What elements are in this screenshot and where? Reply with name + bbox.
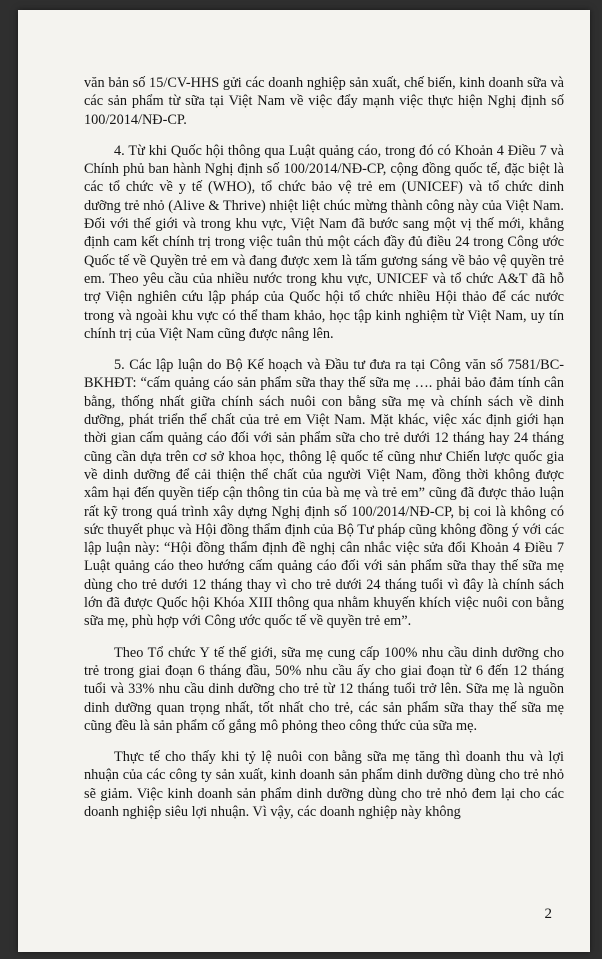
paragraph-4: 4. Từ khi Quốc hội thông qua Luật quảng cáo, trong đó có Khoản 4 Điều 7 và Chính phủ ban hành Nghị định số 100/2014/NĐ-CP, cộng đồng quốc tế, đặc biệt là các tổ chức về y tế (WHO), tổ chức bảo vệ trẻ em (UNICEF) và tổ chức dinh dưỡng trẻ nhỏ (Alive & Thrive) nhiệt liệt chúc mừng thành công này của Việt Nam. Đối với thế giới và trong khu vực, Việt Nam đã bước sang một vị thế mới, khẳng định cam kết chính trị trong việc tuân thủ một cách đầy đủ điều 24 trong Công ước Quốc tế về Quyền trẻ em và đang được xem là tấm gương sáng về bảo vệ quyền trẻ em. Theo yêu cầu của nhiều nước trong khu vực, UNICEF và tổ chức A&T đã hỗ trợ Viện nghiên cứu lập pháp của Quốc hội tổ chức nhiều Hội thảo để các nước trong và ngoài khu vực có thể tham khảo, học tập kinh nghiệm từ Việt Nam, uy tín chính trị của Việt Nam cũng được nâng lên.: [84, 142, 564, 342]
paragraph-continuation: văn bản số 15/CV-HHS gửi các doanh nghiệp sản xuất, chế biến, kinh doanh sữa và các sản phẩm từ sữa tại Việt Nam về việc đẩy mạnh việc thực hiện Nghị định số 100/2014/NĐ-CP.: [84, 75, 564, 128]
paragraph-who: Theo Tổ chức Y tế thế giới, sữa mẹ cung cấp 100% nhu cầu dinh dưỡng cho trẻ trong giai đoạn 6 tháng đầu, 50% nhu cầu ấy cho giai đoạn từ 6 đến 12 tháng tuổi và 33% nhu cầu dinh dưỡng cho trẻ từ 12 tháng tuổi trở lên. Sữa mẹ là nguồn dinh dưỡng quan trọng nhất, tốt nhất cho trẻ, các sản phẩm sữa thay thế sữa mẹ cũng đều là sản phẩm cố gắng mô phỏng theo công thức của sữa mẹ.: [84, 644, 564, 734]
page-number: 2: [544, 906, 552, 922]
document-body: [84, 74, 564, 834]
paragraph-5: 5. Các lập luận do Bộ Kế hoạch và Đầu tư đưa ra tại Công văn số 7581/BC-BKHĐT: “cấm quảng cáo sản phẩm sữa thay thế sữa mẹ …. phải bảo đảm tính cân bằng, thống nhất giữa chính sách nuôi con bằng sữa mẹ và chính sách về dinh dưỡng, phát triển thể chất của trẻ em Việt Nam. Mặt khác, việc xác định giới hạn thời gian cấm quảng cáo đối với sản phẩm sữa cho trẻ dưới 12 tháng hay 24 tháng cũng cần dựa trên cơ sở khoa học, thông lệ quốc tế cũng như Chiến lược quốc gia về dinh dưỡng để cải thiện thể chất của người Việt Nam, đồng thời không được xâm hại đến quyền tiếp cận thông tin của bà mẹ và trẻ em” cũng đã được thảo luận rất kỹ trong quá trình xây dựng Nghị định số 100/2014/NĐ-CP, bị coi là không có sức thuyết phục và Hội đồng thẩm định của Bộ Tư pháp cũng không đồng ý với các lập luận này: “Hội đồng thẩm định đề nghị cân nhắc việc sửa đổi Khoản 4 Điều 7 Luật quảng cáo theo hướng cấm quảng cáo đối với sản phẩm sữa thay thế sữa mẹ dùng cho trẻ dưới 12 tháng thay vì cho trẻ dưới 24 tháng tuổi vì đây là chính sách lớn đã được Quốc hội Khóa XIII thông qua nhằm khuyến khích việc nuôi con bằng sữa mẹ, phù hợp với Công ước quốc tế về quyền trẻ em”.: [84, 357, 564, 630]
paragraph-reality: Thực tế cho thấy khi tỷ lệ nuôi con bằng sữa mẹ tăng thì doanh thu và lợi nhuận của các công ty sản xuất, kinh doanh sản phẩm dinh dưỡng dùng cho trẻ nhỏ sẽ giảm. Việc kinh doanh sản phẩm dinh dưỡng dùng cho trẻ nhỏ đem lại cho các doanh nghiệp siêu lợi nhuận. Vì vậy, các doanh nghiệp này không: [84, 749, 564, 820]
document-page: [18, 10, 590, 952]
